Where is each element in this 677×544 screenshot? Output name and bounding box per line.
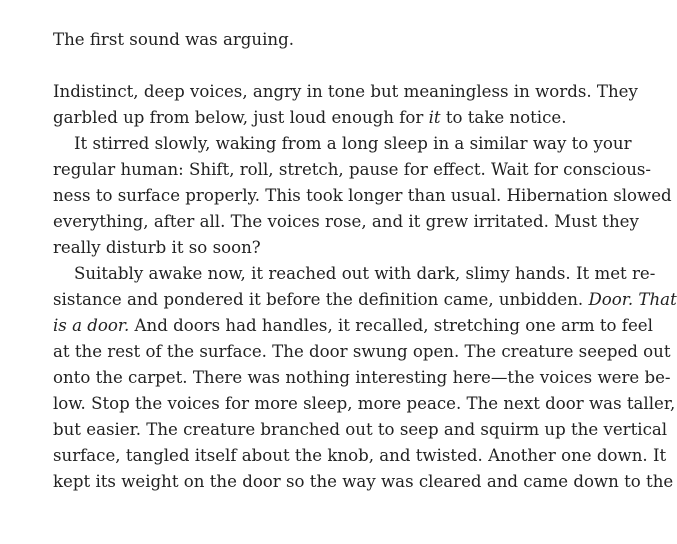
paragraph [53, 79, 638, 131]
text-run: to take notice. [440, 108, 567, 127]
text-line [53, 391, 676, 417]
text-run: onto the carpet. There was nothing interesting here—the voices were be- [53, 368, 671, 387]
opening-line: The first sound was arguing. [53, 30, 294, 49]
text-line [53, 235, 594, 261]
text-run: kept its weight on the door so the way was cleared and came down to the [53, 472, 674, 491]
text-run: ness to surface properly. This took longer than usual. Hibernation slowed [53, 186, 672, 205]
text-line [53, 313, 653, 339]
text-line [53, 261, 656, 287]
paragraph [53, 261, 677, 495]
text-run: sistance and pondered it before the definition came, unbidden. [53, 290, 589, 309]
text-run: Suitably awake now, it reached out with dark, slimy hands. It met re- [74, 264, 656, 283]
text-line [53, 183, 672, 209]
text-run: surface, tangled itself about the knob, and twisted. Another one down. It [53, 446, 667, 465]
text-run: It stirred slowly, waking from a long sleep in a similar way to your [74, 134, 632, 153]
text-run: garbled up from below, just loud enough for [53, 108, 429, 127]
text-run: And doors had handles, it recalled, stretching one arm to feel [129, 316, 653, 335]
text-line [53, 157, 652, 183]
text-run: Indistinct, deep voices, angry in tone but meaningless in words. They [53, 82, 638, 101]
italic-text: Door. That [588, 290, 677, 309]
paragraph [53, 131, 672, 261]
body-text [53, 79, 677, 495]
text-run: really disturb it so soon? [53, 238, 261, 257]
text-line [53, 339, 671, 365]
italic-text: it [428, 108, 441, 127]
text-run: everything, after all. The voices rose, and it grew irritated. Must they [53, 212, 639, 231]
text-line [53, 443, 667, 469]
text-run: at the rest of the surface. The door swung open. The creature seeped out [53, 342, 671, 361]
italic-text: is a door. [53, 316, 130, 335]
text-run: but easier. The creature branched out to seep and squirm up the vertical [53, 420, 668, 439]
text-line [53, 209, 639, 235]
text-line [53, 79, 638, 105]
text-run: low. Stop the voices for more sleep, more peace. The next door was taller, [53, 394, 676, 413]
text-line [53, 105, 594, 131]
text-line [53, 417, 668, 443]
text-line [53, 469, 674, 495]
text-line [53, 365, 671, 391]
text-run: regular human: Shift, roll, stretch, pause for effect. Wait for conscious- [53, 160, 652, 179]
text-line [53, 287, 677, 313]
text-line [53, 131, 632, 157]
book-page [53, 27, 677, 495]
section-gap [53, 53, 594, 79]
